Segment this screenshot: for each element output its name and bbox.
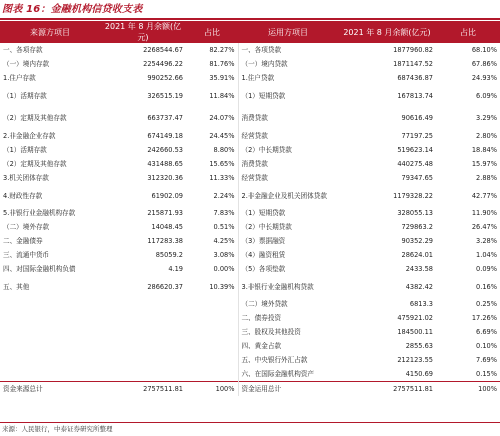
use-item: 经营贷款 <box>238 129 338 143</box>
source-item: 五、其他 <box>3 282 30 291</box>
use-share: 0.15% <box>476 370 497 378</box>
use-amount: 79347.65 <box>401 174 433 182</box>
use-amount: 729863.2 <box>401 223 433 231</box>
source-item <box>0 297 100 311</box>
use-share: 67.86% <box>471 60 497 68</box>
use-amount: 90616.49 <box>401 113 433 122</box>
source-item <box>0 353 100 367</box>
table-row <box>0 311 500 325</box>
use-share: 2.80% <box>476 132 497 140</box>
source-item: 3.机关团体存款 <box>3 174 49 182</box>
source-share: 82.27% <box>209 46 235 54</box>
use-share: 2.88% <box>476 174 497 182</box>
header-use-amount: 2021 年 8 月余额(亿元) <box>338 21 436 43</box>
source-share: 24.45% <box>209 132 235 140</box>
table-row <box>0 297 500 311</box>
table-row <box>0 71 500 85</box>
source-share <box>186 325 238 339</box>
table-row <box>0 57 500 71</box>
source-share: 81.76% <box>209 60 235 68</box>
source-item: 5.非银行业金融机构存款 <box>3 209 76 217</box>
table-row <box>0 171 500 185</box>
use-share: 0.16% <box>476 282 497 291</box>
use-item: 消费贷款 <box>238 106 338 129</box>
use-total-label: 资金运用总计 <box>238 382 338 397</box>
chart-title: 图表 16：金融机构信贷收支表 <box>2 4 143 15</box>
source-amount: 2268544.67 <box>143 46 183 54</box>
source-share <box>186 367 238 382</box>
use-amount: 77197.25 <box>401 132 433 140</box>
source-share <box>186 311 238 325</box>
use-amount: 1179328.22 <box>393 191 433 200</box>
source-item: （二）境外存款 <box>3 223 50 231</box>
table-row <box>0 206 500 220</box>
source-item <box>0 339 100 353</box>
source-item: （2）定期及其他存款 <box>3 160 67 168</box>
use-share: 0.09% <box>476 265 497 273</box>
use-share: 0.10% <box>476 342 497 350</box>
use-amount: 4150.69 <box>405 370 433 378</box>
source-amount: 242660.53 <box>147 146 183 154</box>
table-row <box>0 276 500 297</box>
use-item: 3.非银行业金融机构贷款 <box>238 276 338 297</box>
source-share: 11.33% <box>209 174 235 182</box>
table-row <box>0 325 500 339</box>
use-item: （二）境外贷款 <box>238 297 338 311</box>
use-share: 68.10% <box>471 46 497 54</box>
use-total-amount: 2757511.81 <box>338 382 436 397</box>
use-amount: 1877960.82 <box>393 46 433 54</box>
header-source-amount: 2021 年 8 月余额(亿元) <box>100 21 186 43</box>
source-amount: 286620.37 <box>147 282 183 291</box>
use-total-share: 100% <box>436 382 500 397</box>
source-share: 8.80% <box>213 146 235 154</box>
header-source-item: 来源方项目 <box>0 21 100 43</box>
use-amount: 184500.11 <box>397 328 433 336</box>
source-amount: 14048.45 <box>151 223 183 231</box>
use-item: 一、各项贷款 <box>238 43 338 57</box>
use-item: （1）短期贷款 <box>238 206 338 220</box>
title-rule <box>0 18 500 20</box>
header-use-share: 占比 <box>436 21 500 43</box>
use-amount: 687436.87 <box>397 74 433 82</box>
source-share: 3.08% <box>213 251 235 259</box>
use-item: 消费贷款 <box>238 157 338 171</box>
table-row <box>0 129 500 143</box>
use-item: 三、股权及其他投资 <box>238 325 338 339</box>
source-item: 一、各项存款 <box>3 46 43 54</box>
credit-balance-table <box>0 21 500 396</box>
source-share: 24.07% <box>209 113 235 122</box>
table-row <box>0 43 500 57</box>
use-item: （一）境内贷款 <box>238 57 338 71</box>
source-share <box>186 353 238 367</box>
use-item: （5）各项垫款 <box>238 262 338 276</box>
source-amount <box>100 339 186 353</box>
source-item: 四、对国际金融机构负债 <box>3 265 76 273</box>
source-share: 2.24% <box>213 191 235 200</box>
use-item: （4）融资租赁 <box>238 248 338 262</box>
table-row <box>0 85 500 106</box>
source-share: 7.83% <box>213 209 235 217</box>
source-share: 0.00% <box>213 265 235 273</box>
source-amount: 4.19 <box>168 265 183 273</box>
source-item: 1.住户存款 <box>3 74 36 82</box>
source-item <box>0 311 100 325</box>
source-amount: 215871.93 <box>147 209 183 217</box>
source-item: 三、流通中货币 <box>3 251 50 259</box>
source-amount: 431488.65 <box>147 160 183 168</box>
source-item: 2.非金融企业存款 <box>3 132 56 140</box>
use-share: 3.28% <box>476 237 497 245</box>
source-share: 4.25% <box>213 237 235 245</box>
use-item: 六、在国际金融机构资产 <box>238 367 338 382</box>
use-amount: 475921.02 <box>397 314 433 322</box>
source-amount: 117283.38 <box>147 237 183 245</box>
use-item: （3）票据融资 <box>238 234 338 248</box>
use-amount: 1871147.52 <box>393 60 433 68</box>
source-item: （1）活期存款 <box>3 146 47 154</box>
table-row <box>0 157 500 171</box>
use-amount: 440275.48 <box>397 160 433 168</box>
use-item: 经营贷款 <box>238 171 338 185</box>
use-share: 3.29% <box>476 113 497 122</box>
use-item: （2）中长期贷款 <box>238 143 338 157</box>
table-row <box>0 339 500 353</box>
use-amount: 90352.29 <box>401 237 433 245</box>
source-amount: 663737.47 <box>147 113 183 122</box>
use-amount: 167813.74 <box>397 91 433 100</box>
table-row <box>0 220 500 234</box>
use-share: 15.97% <box>471 160 497 168</box>
source-item: （1）活期存款 <box>3 91 47 100</box>
source-amount <box>100 367 186 382</box>
source-total-share: 100% <box>186 382 238 397</box>
source-amount: 61902.09 <box>151 191 183 200</box>
use-amount: 28624.01 <box>401 251 433 259</box>
source-item <box>0 367 100 382</box>
use-share: 24.93% <box>471 74 497 82</box>
use-amount: 2855.63 <box>405 342 433 350</box>
source-amount: 674149.18 <box>147 132 183 140</box>
header-use-item: 运用方项目 <box>238 21 338 43</box>
use-share: 42.77% <box>471 191 497 200</box>
use-amount: 519623.14 <box>397 146 433 154</box>
use-item: 二、债券投资 <box>238 311 338 325</box>
use-item: （2）中长期贷款 <box>238 220 338 234</box>
source-amount <box>100 311 186 325</box>
source-amount <box>100 297 186 311</box>
use-share: 1.04% <box>476 251 497 259</box>
use-amount: 328055.13 <box>397 209 433 217</box>
use-share: 0.25% <box>476 300 497 308</box>
source-total-amount: 2757511.81 <box>100 382 186 397</box>
source-item: 4.财政性存款 <box>3 191 43 200</box>
source-amount: 990252.66 <box>147 74 183 82</box>
source-amount: 326515.19 <box>147 91 183 100</box>
use-share: 17.26% <box>471 314 497 322</box>
table-row <box>0 248 500 262</box>
header-source-share: 占比 <box>186 21 238 43</box>
source-item: （2）定期及其他存款 <box>3 113 67 122</box>
use-amount: 212123.55 <box>397 356 433 364</box>
source-share: 0.51% <box>213 223 235 231</box>
source-share <box>186 297 238 311</box>
use-share: 6.69% <box>476 328 497 336</box>
source-amount: 2254496.22 <box>143 60 183 68</box>
use-item: 2.非金融企业及机关团体贷款 <box>238 185 338 206</box>
header-row <box>0 21 500 43</box>
source-share: 11.84% <box>209 91 235 100</box>
table-row <box>0 353 500 367</box>
use-amount: 4382.42 <box>405 282 433 291</box>
use-amount: 6813.3 <box>409 300 433 308</box>
use-item: 1.住户贷款 <box>238 71 338 85</box>
use-item: 五、中央银行外汇占款 <box>238 353 338 367</box>
use-share: 26.47% <box>471 223 497 231</box>
total-row <box>0 382 500 397</box>
source-amount: 312320.36 <box>147 174 183 182</box>
source-note: 来源：人民银行，中泰证券研究所整理 <box>2 425 113 433</box>
use-amount: 2433.58 <box>405 265 433 273</box>
use-share: 18.84% <box>471 146 497 154</box>
bottom-rule <box>0 422 500 423</box>
table-row <box>0 234 500 248</box>
source-share: 35.91% <box>209 74 235 82</box>
source-amount <box>100 325 186 339</box>
source-share: 10.39% <box>209 282 235 291</box>
source-amount: 85059.2 <box>155 251 183 259</box>
table-row <box>0 367 500 382</box>
use-share: 6.09% <box>476 91 497 100</box>
table-row <box>0 262 500 276</box>
source-amount <box>100 353 186 367</box>
source-item: （一）境内存款 <box>3 60 50 68</box>
use-share: 11.90% <box>471 209 497 217</box>
source-item <box>0 325 100 339</box>
use-item: （1）短期贷款 <box>238 85 338 106</box>
table-row <box>0 185 500 206</box>
table-row <box>0 106 500 129</box>
use-share: 7.69% <box>476 356 497 364</box>
source-share <box>186 339 238 353</box>
source-item: 二、金融债券 <box>3 237 43 245</box>
use-item: 四、黄金占款 <box>238 339 338 353</box>
source-total-label: 资金来源总计 <box>0 382 100 397</box>
table-row <box>0 143 500 157</box>
source-share: 15.65% <box>209 160 235 168</box>
